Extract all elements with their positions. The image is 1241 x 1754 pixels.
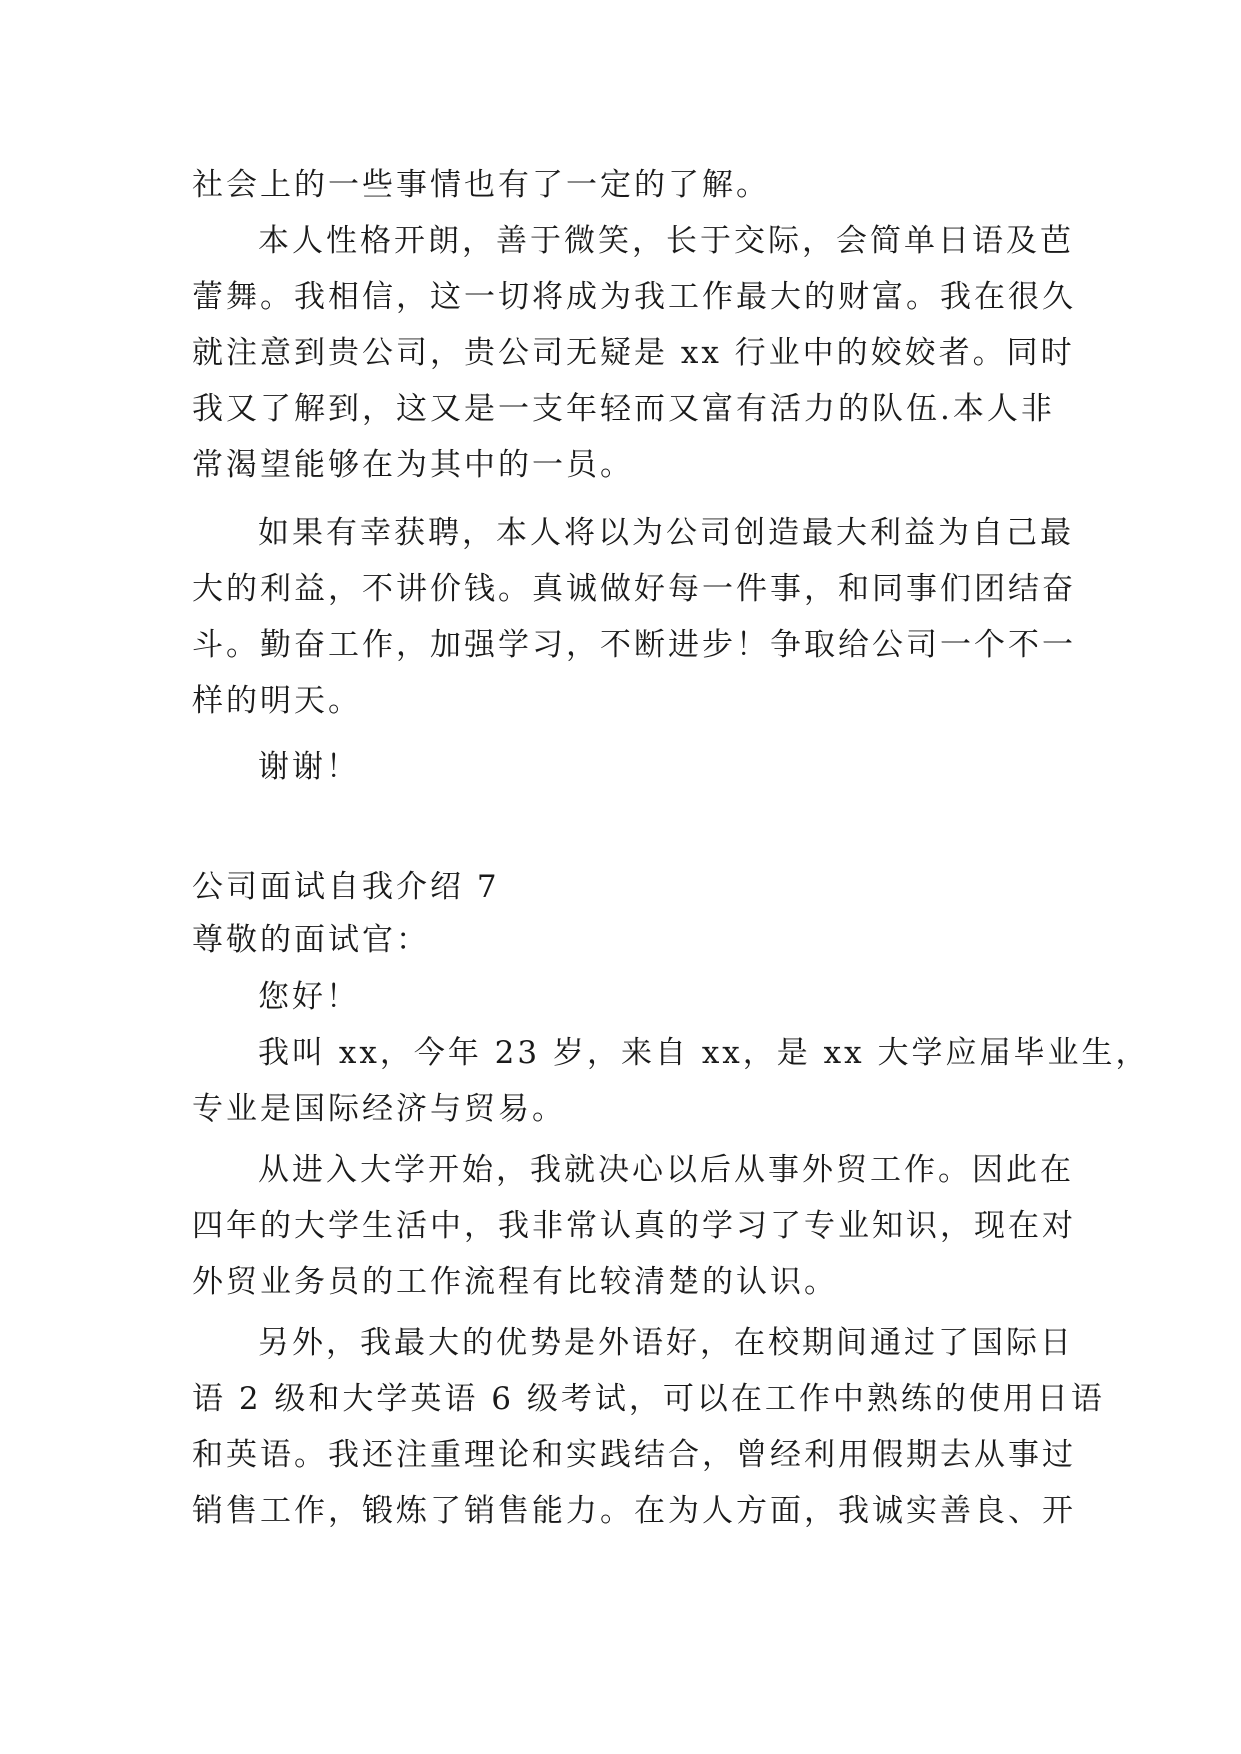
- salutation: 尊敬的面试官：: [192, 922, 430, 958]
- text-line: 专业是国际经济与贸易。: [192, 1091, 566, 1127]
- text-line: 常渴望能够在为其中的一员。: [192, 447, 634, 483]
- text-line: 就注意到贵公司，贵公司无疑是 xx 行业中的姣姣者。同时: [192, 335, 1075, 371]
- text-line: 销售工作，锻炼了销售能力。在为人方面，我诚实善良、开: [192, 1493, 1076, 1529]
- text-line: 四年的大学生活中，我非常认真的学习了专业知识，现在对: [192, 1208, 1076, 1244]
- text-line: 我叫 xx，今年 23 岁，来自 xx，是 xx 大学应届毕业生，: [258, 1035, 1150, 1071]
- text-line: 斗。勤奋工作，加强学习，不断进步！争取给公司一个不一: [192, 627, 1076, 663]
- text-line: 大的利益，不讲价钱。真诚做好每一件事，和同事们团结奋: [192, 571, 1076, 607]
- text-line: 语 2 级和大学英语 6 级考试，可以在工作中熟练的使用日语: [192, 1381, 1105, 1417]
- text-line: 另外，我最大的优势是外语好，在校期间通过了国际日: [258, 1325, 1074, 1361]
- text-line: 谢谢！: [258, 749, 360, 785]
- section-title: 公司面试自我介绍 7: [192, 869, 500, 905]
- text-line: 如果有幸获聘，本人将以为公司创造最大利益为自己最: [258, 515, 1074, 551]
- text-line: 本人性格开朗，善于微笑，长于交际，会简单日语及芭: [258, 223, 1074, 259]
- text-line: 和英语。我还注重理论和实践结合，曾经利用假期去从事过: [192, 1437, 1076, 1473]
- text-line: 从进入大学开始，我就决心以后从事外贸工作。因此在: [258, 1152, 1074, 1188]
- text-line: 我又了解到，这又是一支年轻而又富有活力的队伍.本人非: [192, 391, 1055, 427]
- text-line: 蕾舞。我相信，这一切将成为我工作最大的财富。我在很久: [192, 279, 1076, 315]
- text-line: 样的明天。: [192, 683, 362, 719]
- text-line: 社会上的一些事情也有了一定的了解。: [192, 167, 770, 203]
- text-line: 外贸业务员的工作流程有比较清楚的认识。: [192, 1264, 838, 1300]
- greeting: 您好！: [258, 979, 360, 1015]
